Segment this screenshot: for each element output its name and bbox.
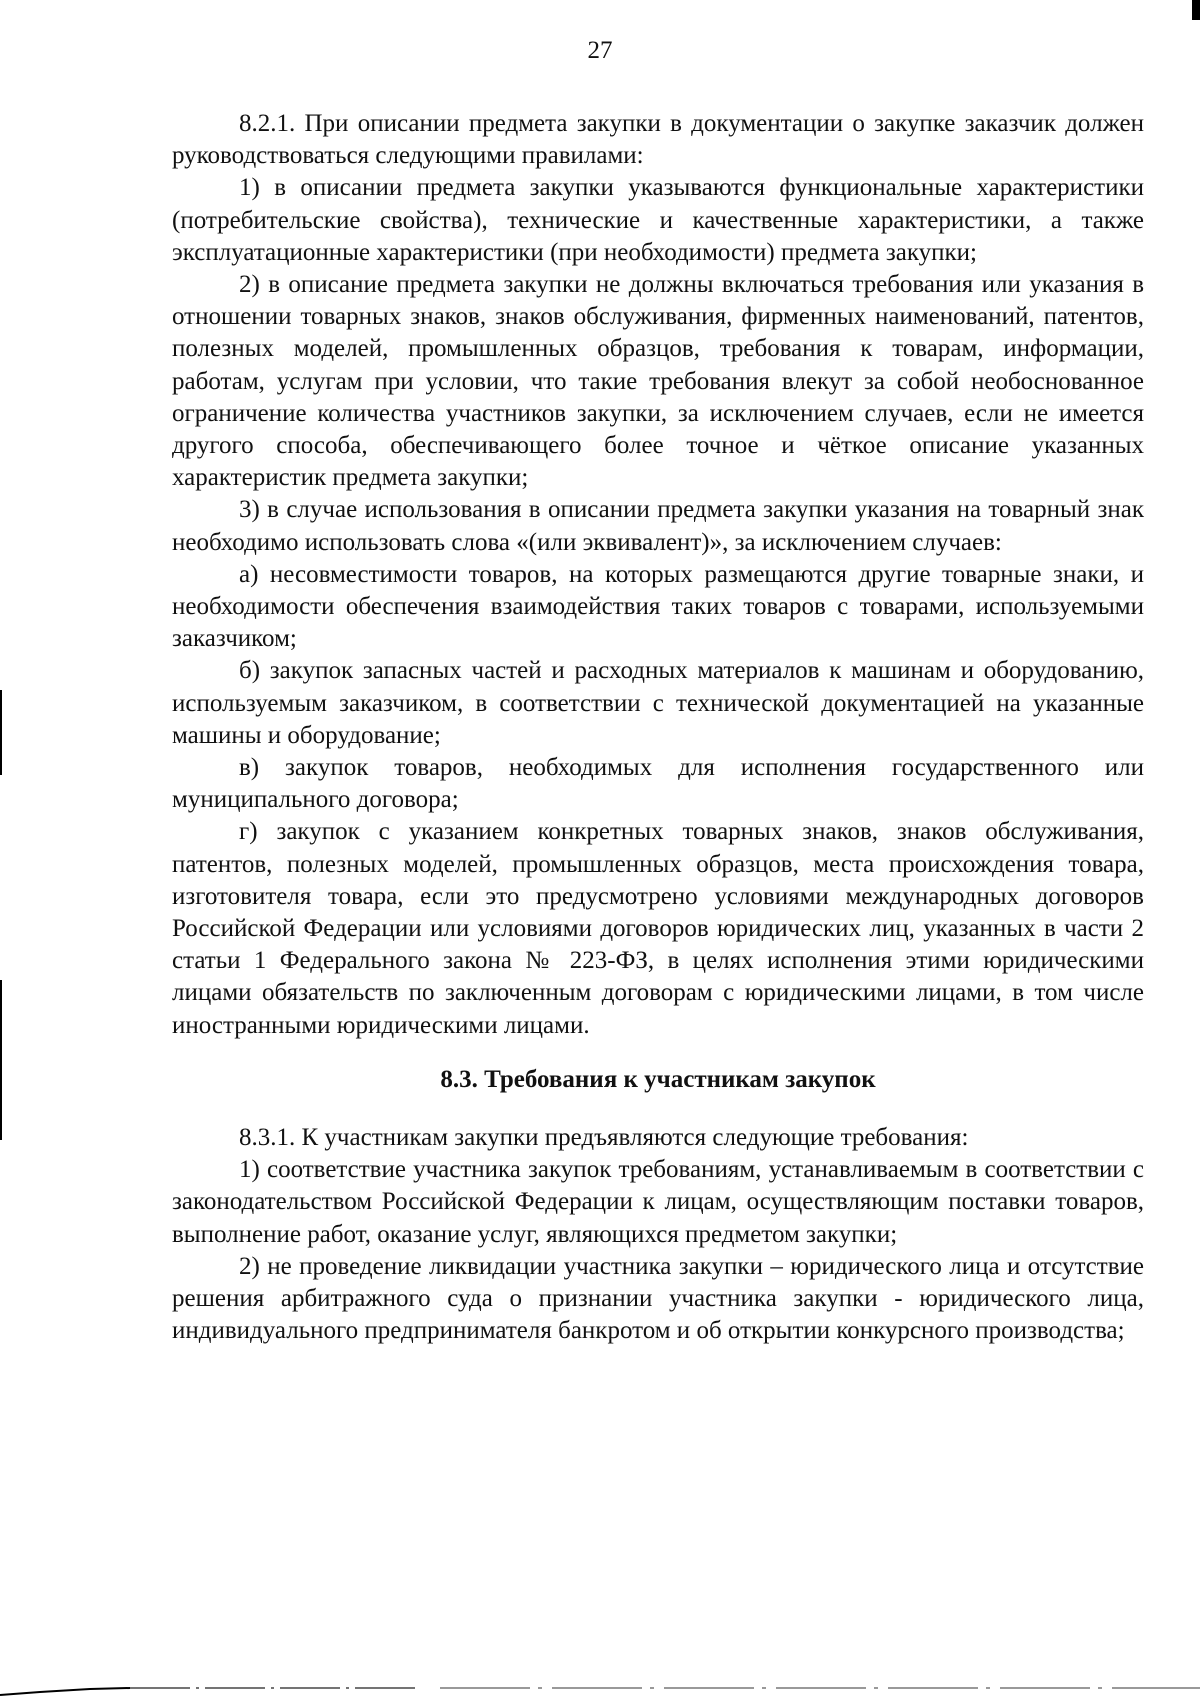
requirement-item-1: 1) соответствие участника закупок требованиям, устанавливаемым в соответствии с законодательством Российской Федерации к лицам, осуществляющим поставки товаров, выполнение работ, оказание услуг, являющихся предметом закупки; [172, 1156, 1144, 1248]
section-heading-8-3: 8.3. Требования к участникам закупок [440, 1065, 876, 1093]
sub-item-g: г) закупок с указанием конкретных товарных знаков, знаков обслуживания, патентов, полезных моделей, промышленных образцов, места происхождения товара, изготовителя товара, если это предусмотрено условиями международных договоров Российской Федерации или условиями договоров юридических лиц, указанных в части 2 статьи 1 Федерального закона № 223-ФЗ, в целях исполнения этими юридическими лицами обязательств по заключенным договорам с юридическими лицами, в том числе иностранными юридическими лицами. [172, 818, 1144, 1039]
list-item-2: 2) в описание предмета закупки не должны включаться требования или указания в отношении товарных знаков, знаков обслуживания, фирменных наименований, патентов, полезных моделей, промышленных образцов, требования к товарам, информации, работам, услугам при условии, что такие требования влекут за собой необоснованное ограничение количества участников закупки, за исключением случаев, если не имеется другого способа, обеспечивающего более точное и чёткое описание указанных характеристик предмета закупки; [172, 271, 1144, 492]
sub-item-v: в) закупок товаров, необходимых для исполнения государственного или муниципального договора; [172, 754, 1144, 814]
page-number: 27 [587, 37, 613, 64]
list-item-1: 1) в описании предмета закупки указываются функциональные характеристики (потребительские свойства), технические и качественные характеристики, а также эксплуатационные характеристики (при необходимости) предмета закупки; [172, 174, 1144, 266]
document-body [172, 108, 1144, 1347]
scan-edge-mark [0, 980, 2, 1140]
sub-item-b: б) закупок запасных частей и расходных материалов к машинам и оборудованию, используемым заказчиком, в соответствии с технической документацией на указанные машины и оборудование; [172, 657, 1144, 749]
scan-edge-mark [0, 690, 2, 775]
requirement-item-2: 2) не проведение ликвидации участника закупки – юридического лица и отсутствие решения арбитражного суда о признании участника закупки - юридического лица, индивидуального предпринимателя банкротом и об открытии конкурсного производства; [172, 1252, 1144, 1345]
scan-edge-mark [1192, 0, 1200, 20]
list-item-3: 3) в случае использования в описании предмета закупки указания на товарный знак необходимо использовать слова «(или эквивалент)», за исключением случаев: [172, 496, 1144, 556]
paragraph-8-3-1: 8.3.1. К участникам закупки предъявляются следующие требования: [239, 1123, 969, 1151]
scan-bottom-edge [0, 1683, 1200, 1696]
sub-item-a: а) несовместимости товаров, на которых размещаются другие товарные знаки, и необходимости обеспечения взаимодействия таких товаров с товарами, используемыми заказчиком; [172, 560, 1144, 653]
paragraph-8-2-1: 8.2.1. При описании предмета закупки в документации о закупке заказчик должен руководствоваться следующими правилами: [172, 110, 1144, 170]
